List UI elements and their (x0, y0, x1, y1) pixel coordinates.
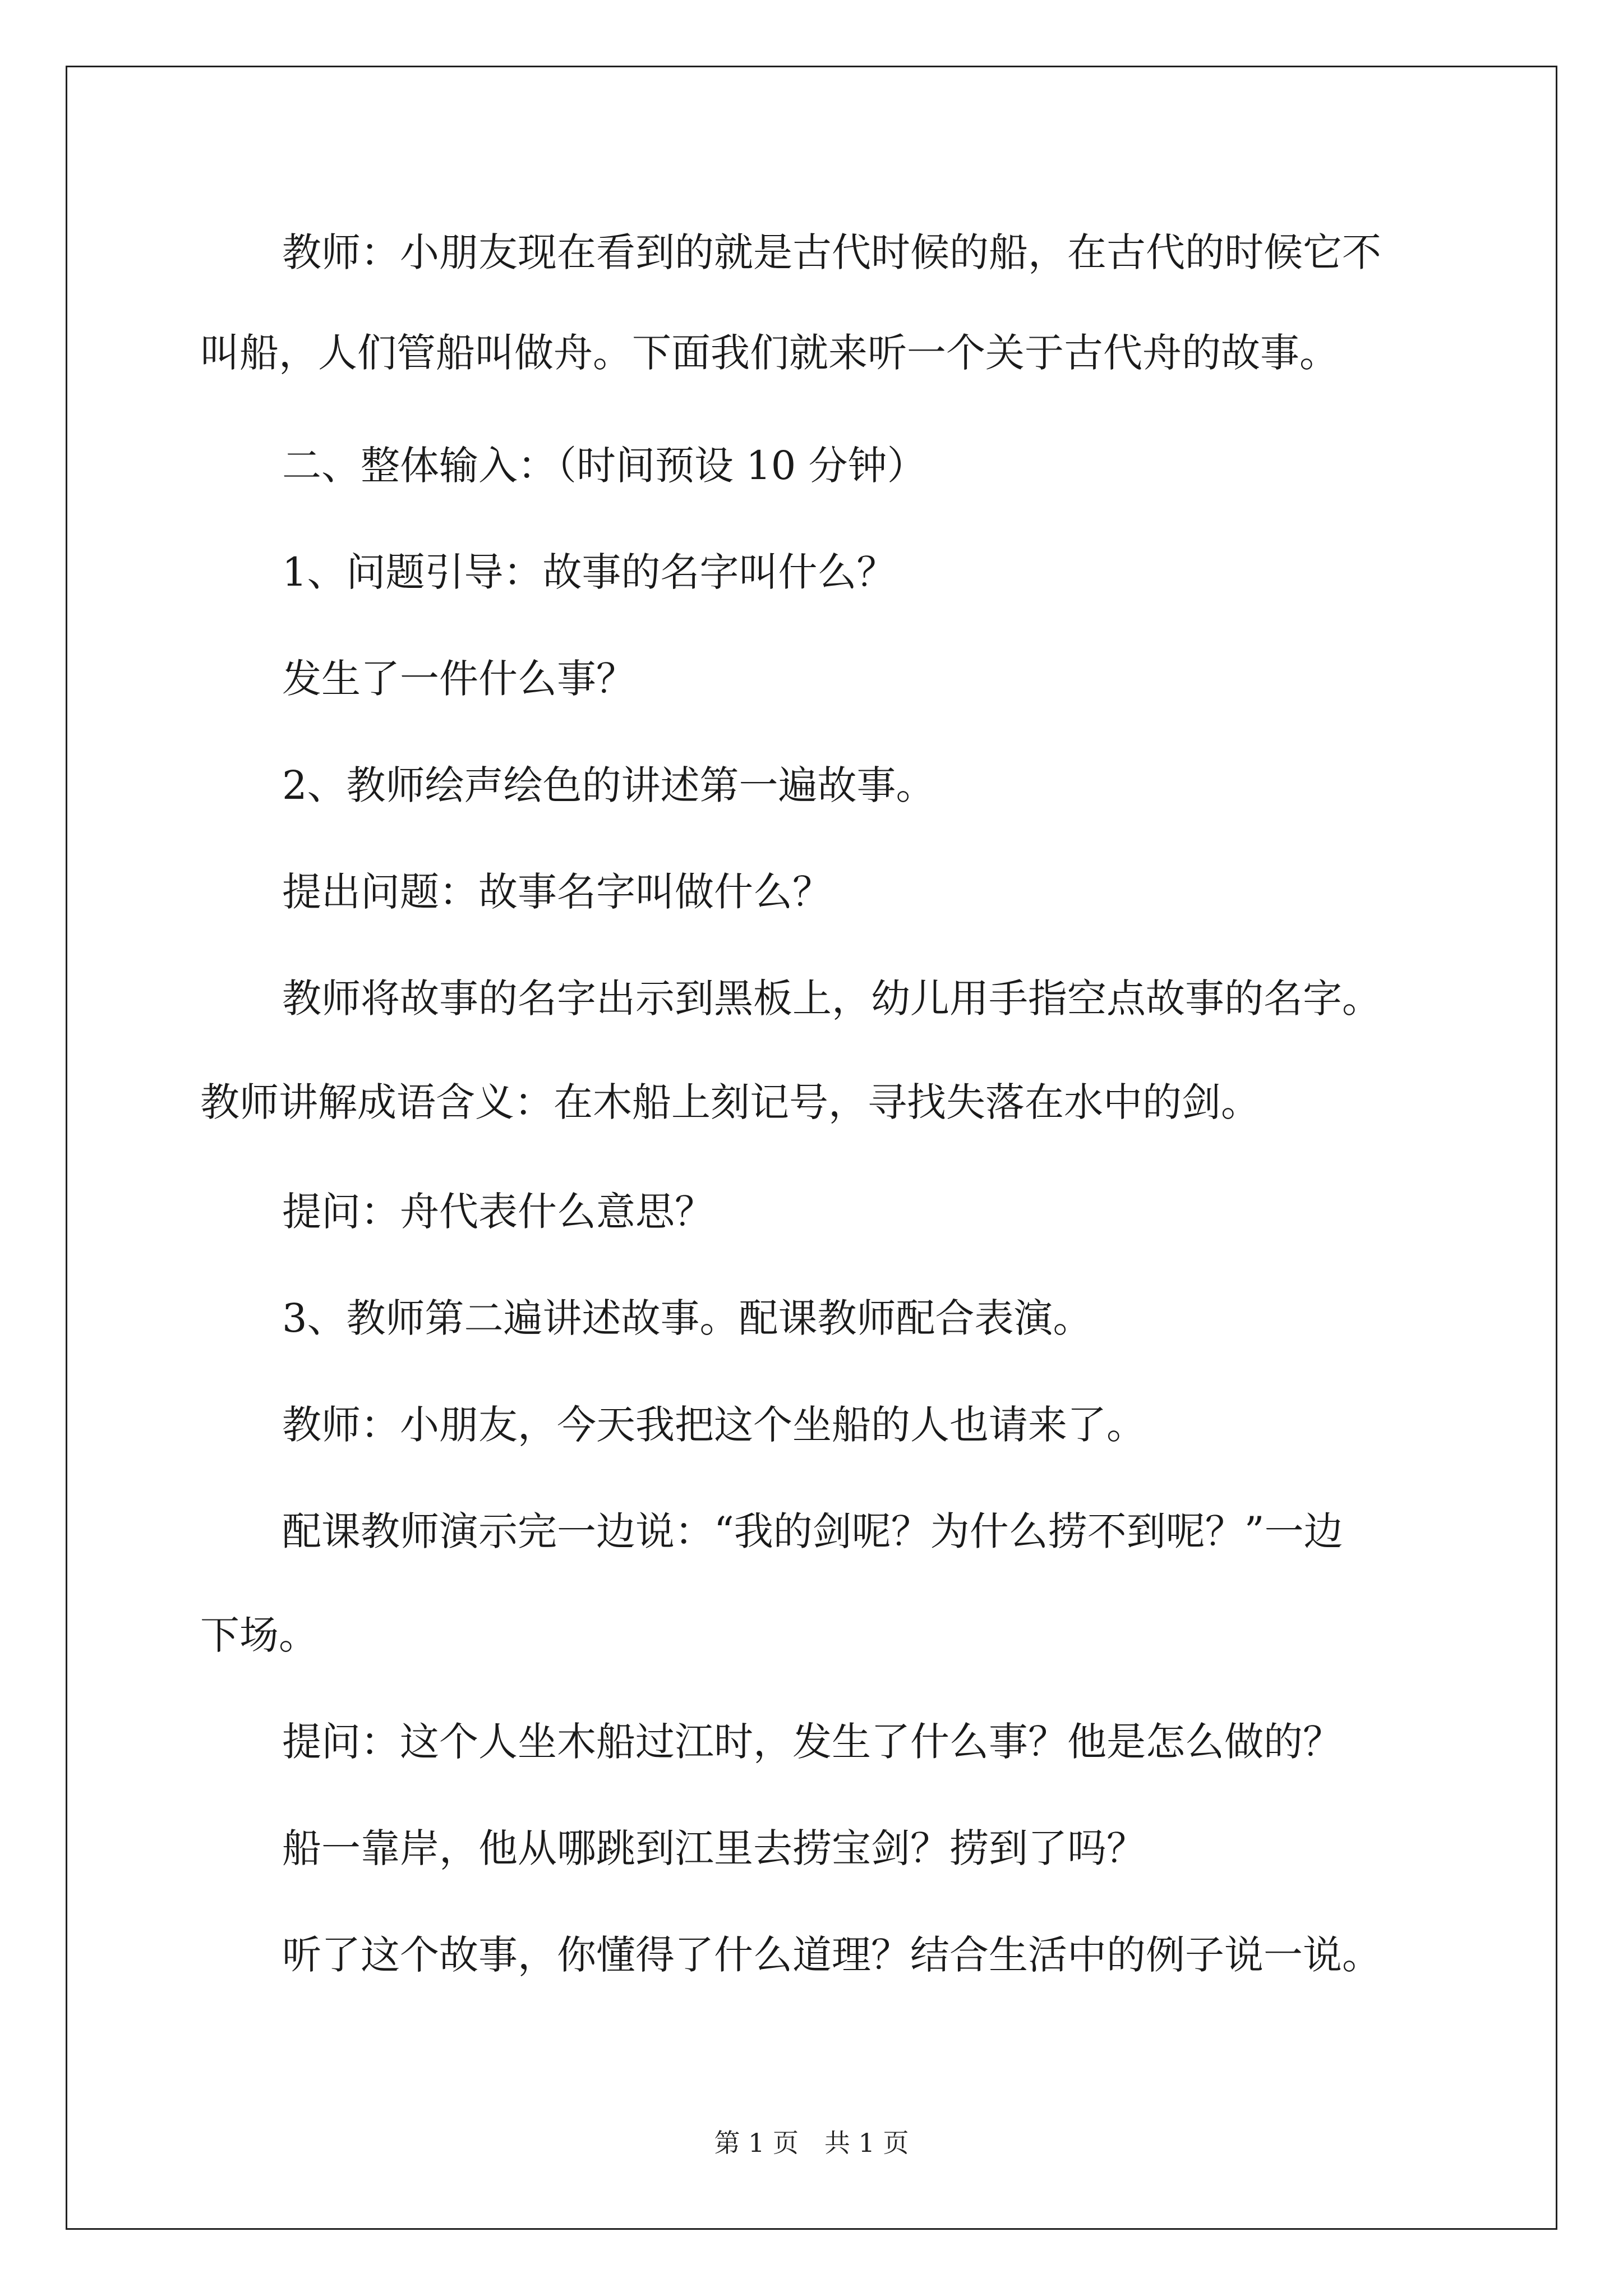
page-footer: 第 1 页 共 1 页 (714, 2128, 909, 2158)
paragraph-line: 3、教师第二遍讲述故事。配课教师配合表演。 (282, 1295, 1092, 1341)
paragraph-line: 提问：舟代表什么意思？ (282, 1189, 714, 1235)
paragraph-line: 1、问题引导：故事的名字叫什么？ (282, 549, 896, 595)
section-heading: 二、整体输入：（时间预设 10 分钟） (282, 443, 926, 489)
paragraph-line: 教师：小朋友，今天我把这个坐船的人也请来了。 (282, 1402, 1146, 1448)
page-border (66, 66, 1557, 2230)
paragraph-line: 教师将故事的名字出示到黑板上，幼儿用手指空点故事的名字。 (282, 976, 1381, 1022)
paragraph-line: 发生了一件什么事？ (282, 656, 635, 702)
paragraph-line: 教师：小朋友现在看到的就是古代时候的船，在古代的时候它不 (282, 229, 1381, 275)
paragraph-line: 船一靠岸，他从哪跳到江里去捞宝剑？捞到了吗？ (282, 1825, 1146, 1871)
paragraph-line: 提出问题：故事名字叫做什么？ (282, 869, 832, 915)
paragraph-line: 提问：这个人坐木船过江时，发生了什么事？他是怎么做的？ (282, 1719, 1342, 1765)
paragraph-line: 教师讲解成语含义：在木船上刻记号，寻找失落在水中的剑。 (200, 1079, 1260, 1125)
paragraph-line: 听了这个故事，你懂得了什么道理？结合生活中的例子说一说。 (282, 1932, 1381, 1978)
paragraph-line: 2、教师绘声绘色的讲述第一遍故事。 (282, 762, 935, 808)
paragraph-line: 叫船，人们管船叫做舟。下面我们就来听一个关于古代舟的故事。 (200, 330, 1339, 376)
paragraph-line: 配课教师演示完一边说：“我的剑呢？为什么捞不到呢？”一边 (282, 1508, 1343, 1554)
paragraph-line: 下场。 (200, 1612, 318, 1658)
